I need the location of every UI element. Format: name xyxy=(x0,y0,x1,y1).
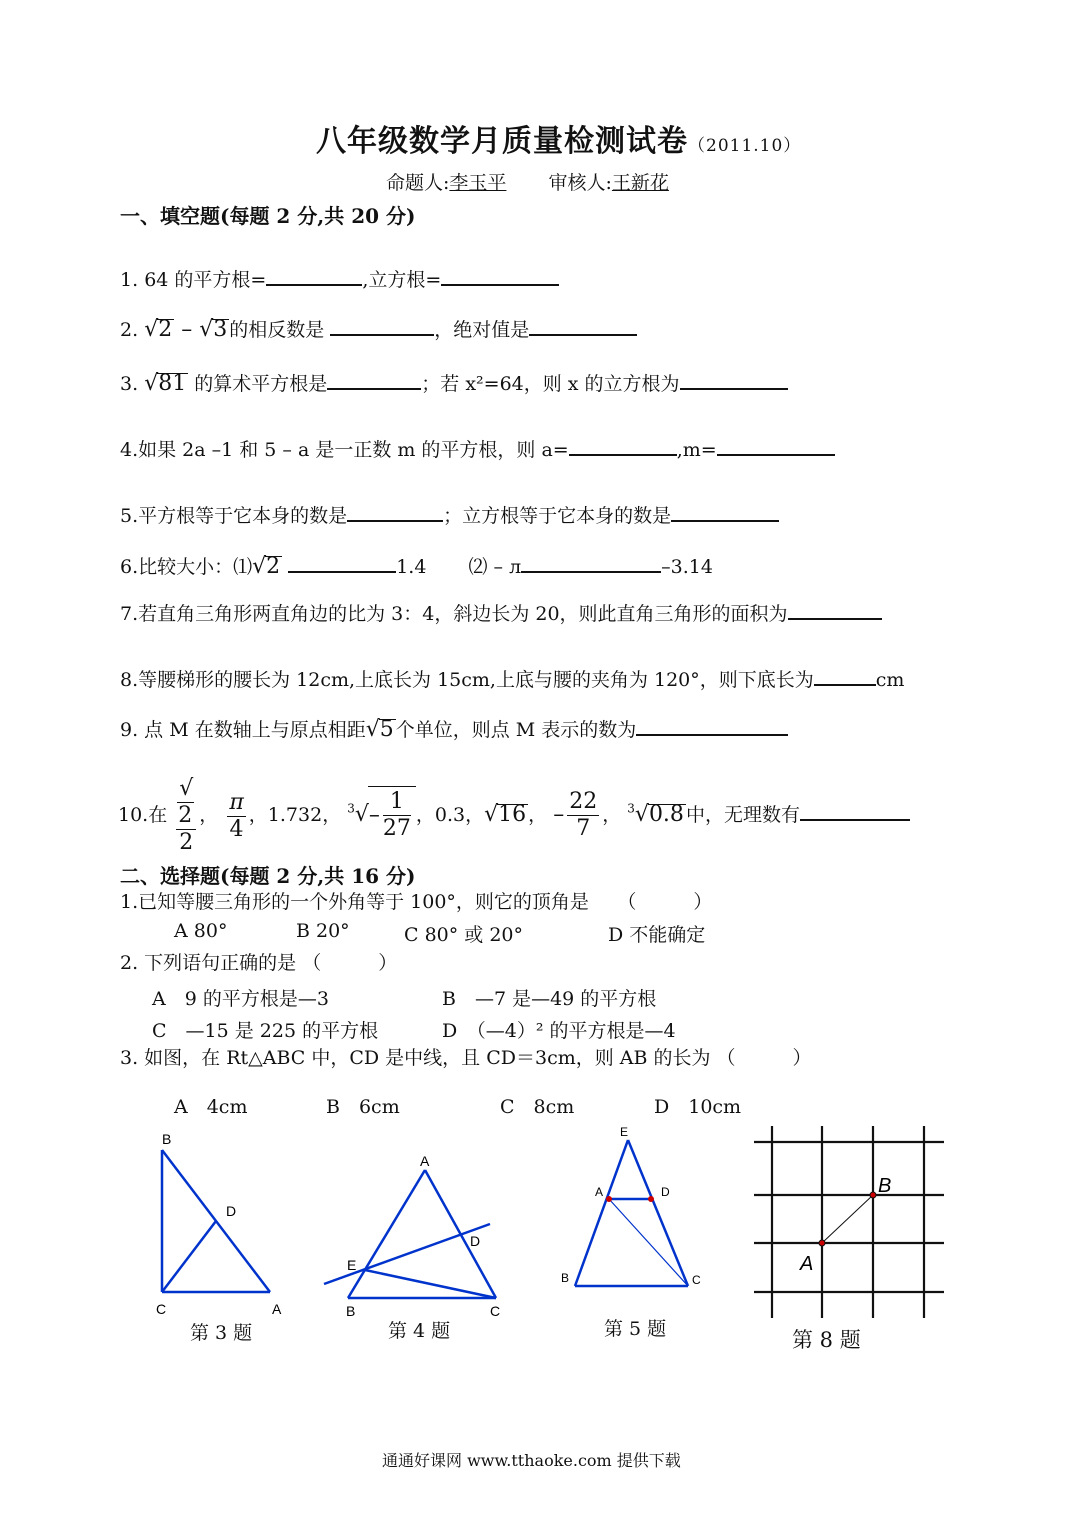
choice-option[interactable]: A 9 的平方根是—3 xyxy=(152,988,329,1010)
fig8-label: B xyxy=(878,1175,892,1197)
sqrt-expression: √81 xyxy=(144,371,187,396)
answer-blank[interactable] xyxy=(521,553,661,573)
author-label: 命题人: xyxy=(386,172,450,194)
choice-option[interactable]: A 80° xyxy=(174,920,228,942)
figures-area xyxy=(0,1120,1087,1380)
sqrt-expression: √5 xyxy=(365,717,394,742)
answer-blank[interactable] xyxy=(636,716,788,736)
answer-blank[interactable] xyxy=(680,370,788,390)
choice-option[interactable]: C 8cm xyxy=(500,1096,575,1118)
figure-5 xyxy=(575,1140,688,1286)
choice-option[interactable]: C 80° 或 20° xyxy=(404,924,524,946)
q8-text: 8.等腰梯形的腰长为 12cm,上底长为 15cm,上底与腰的夹角为 120°，则下底长为 xyxy=(120,669,814,691)
question-9 xyxy=(120,716,788,742)
fig5-label: C xyxy=(692,1273,701,1287)
sqrt-expression: √2 – √3 xyxy=(144,317,228,342)
choice-option[interactable]: B 6cm xyxy=(326,1096,400,1118)
q6-text-a: 6.比较大小：⑴ xyxy=(120,556,253,578)
choice-question-1: 1.已知等腰三角形的一个外角等于 100°，则它的顶角是 （ ） xyxy=(120,891,713,913)
fraction-sqrt2-over-2: √ 2 2 xyxy=(176,776,196,856)
fig8-label: A xyxy=(800,1253,814,1275)
fig3-label: B xyxy=(162,1131,172,1147)
answer-blank[interactable] xyxy=(288,553,396,573)
choice-option[interactable]: C —15 是 225 的平方根 xyxy=(152,1020,379,1042)
q1-text-b: ,立方根= xyxy=(362,269,442,291)
author-name: 李玉平 xyxy=(449,172,507,194)
q1-number: 1. xyxy=(120,269,139,291)
q5-text-a: 5.平方根等于它本身的数是 xyxy=(120,505,348,527)
fraction-pi-over-4: $\frac{\pi}{4}$ xyxy=(229,789,244,842)
q9-text-b: 个单位，则点 M 表示的数为 xyxy=(395,719,637,741)
choice-option[interactable]: B 20° xyxy=(296,920,350,942)
fig5-caption: 第 5 题 xyxy=(604,1318,667,1340)
fig5-label: A xyxy=(595,1185,604,1199)
choice-option[interactable]: D 不能确定 xyxy=(608,924,706,946)
fig3-label: D xyxy=(226,1203,237,1219)
answer-blank[interactable] xyxy=(671,502,779,522)
q8-unit: cm xyxy=(875,669,905,691)
q9-radicand: 5 xyxy=(379,717,394,742)
choice-option[interactable]: A 4cm xyxy=(174,1096,248,1118)
section2-heading: 二、选择题(每题 2 分,共 16 分) xyxy=(120,864,416,888)
fig5-point-a xyxy=(606,1196,612,1202)
fig8-segment-ab xyxy=(822,1195,873,1243)
author-line xyxy=(386,168,669,195)
fig3-median-cd xyxy=(162,1221,216,1292)
figure-3 xyxy=(162,1150,270,1292)
q2-text-b: ，绝对值是 xyxy=(434,319,530,341)
section1-heading: 一、填空题(每题 2 分,共 20 分) xyxy=(120,204,416,228)
footer: 通通好课网 www.tthaoke.com 提供下载 xyxy=(382,1451,681,1470)
answer-blank[interactable] xyxy=(717,436,835,456)
choice-option[interactable]: D 10cm xyxy=(654,1096,742,1118)
fig5-label: D xyxy=(661,1185,670,1199)
fig4-side-ab xyxy=(348,1170,425,1298)
fig5-diagonal-ac xyxy=(609,1199,688,1286)
q2-number: 2. xyxy=(120,319,139,341)
cube-root-expression: $^3$√– $\frac{1}{27}$ xyxy=(347,802,416,827)
q10-item: ，0.3， xyxy=(415,804,485,826)
answer-blank[interactable] xyxy=(800,801,910,821)
q10-prefix: 10.在 xyxy=(118,804,168,826)
fig4-line-ec xyxy=(365,1270,496,1298)
answer-blank[interactable] xyxy=(788,600,882,620)
choice-question-3: 3. 如图，在 Rt△ABC 中，CD 是中线，且 CD＝3cm，则 AB 的长为 （ ） xyxy=(120,1047,812,1069)
answer-blank[interactable] xyxy=(327,370,421,390)
q4-text-a: 4.如果 2a –1 和 5 – a 是一正数 m 的平方根，则 a= xyxy=(120,439,569,461)
fig4-label: D xyxy=(470,1233,481,1249)
question-1 xyxy=(120,266,559,292)
q2-text-a: 的相反数是 xyxy=(229,319,325,341)
cube-root-expression: $^3$√0.8 xyxy=(627,801,684,827)
sqrt-expression: √2 xyxy=(252,554,281,579)
fig4-label: E xyxy=(347,1257,357,1273)
q3-text-a: 的算术平方根是 xyxy=(194,373,328,395)
q3-text-b: ；若 x²=64，则 x 的立方根为 xyxy=(421,373,680,395)
answer-blank[interactable] xyxy=(347,502,443,522)
choice-option[interactable]: D （—4）² 的平方根是—4 xyxy=(442,1020,676,1042)
answer-blank[interactable] xyxy=(814,666,876,686)
negative-fraction: – $\frac{22}{7}$ xyxy=(553,788,598,841)
title-date: （2011.10） xyxy=(688,136,802,156)
question-6 xyxy=(120,553,713,579)
page-title xyxy=(316,116,801,160)
fig4-line-ed xyxy=(324,1224,490,1284)
reviewer-label: 审核人: xyxy=(548,172,612,194)
fig3-caption: 第 3 题 xyxy=(190,1322,253,1344)
answer-blank[interactable] xyxy=(529,316,637,336)
question-3 xyxy=(120,370,788,396)
choice-question-2: 2. 下列语句正确的是 （ ） xyxy=(120,952,398,974)
q6-text-b: 1.4 xyxy=(396,556,427,578)
fig4-caption: 第 4 题 xyxy=(388,1320,451,1342)
fig8-caption: 第 8 题 xyxy=(792,1328,861,1352)
q6-text-c: ⑵ – л xyxy=(468,556,522,578)
answer-blank[interactable] xyxy=(569,436,677,456)
q7-text: 7.若直角三角形两直角边的比为 3：4，斜边长为 20，则此直角三角形的面积为 xyxy=(120,603,788,625)
fig4-label: B xyxy=(346,1303,356,1319)
answer-blank[interactable] xyxy=(441,266,559,286)
question-8 xyxy=(120,666,904,692)
figure-8-grid xyxy=(754,1126,944,1318)
answer-blank[interactable] xyxy=(330,316,434,336)
question-4 xyxy=(120,436,835,462)
fig5-label: E xyxy=(620,1125,629,1139)
question-7 xyxy=(120,600,882,626)
q3-radicand: 81 xyxy=(158,371,187,396)
fig5-label: B xyxy=(561,1271,570,1285)
fig3-label: A xyxy=(272,1301,282,1317)
fig8-point-b xyxy=(870,1192,876,1198)
question-5 xyxy=(120,502,779,528)
fig5-line-ec xyxy=(628,1140,688,1286)
fig4-label: C xyxy=(490,1303,501,1319)
title-text: 八年级数学月质量检测试卷 xyxy=(316,124,688,159)
answer-blank[interactable] xyxy=(266,266,362,286)
q1-text-a: 64 的平方根= xyxy=(144,269,267,291)
fig3-label: C xyxy=(156,1301,167,1317)
fig4-label: A xyxy=(420,1153,430,1169)
fig5-line-eb xyxy=(575,1140,628,1286)
question-2 xyxy=(120,316,637,342)
fig5-point-d xyxy=(648,1196,654,1202)
q3-number: 3. xyxy=(120,373,139,395)
q10-item: 1.732， xyxy=(267,804,342,826)
q5-text-b: ；立方根等于它本身的数是 xyxy=(443,505,672,527)
q10-item: 中，无理数有 xyxy=(685,804,800,826)
reviewer-name: 王新花 xyxy=(611,172,669,194)
q4-text-b: ,m= xyxy=(676,439,717,461)
choice-option[interactable]: B —7 是—49 的平方根 xyxy=(442,988,657,1010)
question-10: 10.在 √ 2 2 ， $\frac{\pi}{4}$ ，1.732， $^3$√– $\frac{1}{27}$ ，0.3，√16 ， – $\frac{22}{7}$ ， $^3$√0.8 中，无理数有 xyxy=(118,776,910,856)
sqrt-expression: √16 xyxy=(484,802,527,827)
fig8-point-a xyxy=(819,1240,825,1246)
q9-text-a: 9. 点 M 在数轴上与原点相距 xyxy=(120,719,366,741)
q6-text-d: –3.14 xyxy=(661,556,713,578)
